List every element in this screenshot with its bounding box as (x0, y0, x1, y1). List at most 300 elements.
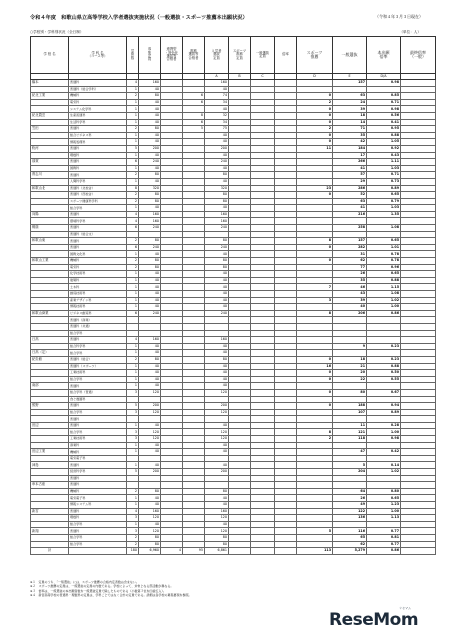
sports-applicants-cell (297, 225, 333, 232)
sports-cap-cell (229, 495, 251, 502)
general-cap-cell (205, 396, 229, 403)
applicants-cell: 116 (333, 528, 367, 535)
table-row (31, 462, 436, 469)
sports-applicants-cell (297, 455, 333, 462)
recommend-cell (183, 528, 205, 535)
sports-applicants-cell (297, 271, 333, 278)
recommend-cell (183, 185, 205, 192)
ratio-cell: 0.78 (367, 258, 401, 265)
dept-cell: 普通科 (69, 422, 127, 429)
general-cap-cell: 40 (205, 521, 229, 528)
dept-cell: 普通科 (69, 238, 127, 245)
final-cell (401, 126, 436, 133)
special-cell (161, 502, 183, 509)
sports-applicants-cell (297, 534, 333, 541)
ratio-cell: 0.98 (367, 106, 401, 113)
sports-applicants-cell (297, 337, 333, 344)
general-cell (251, 541, 275, 548)
total-blank (275, 548, 297, 555)
dept-cell: 機械科 (69, 449, 127, 456)
letter-b: B (229, 74, 251, 80)
general-cell (251, 389, 275, 396)
special-cell (161, 218, 183, 225)
sports-applicants-cell (297, 198, 333, 205)
applicants-cell: 40 (333, 304, 367, 311)
special-cell (161, 363, 183, 370)
sports-cap-cell (229, 376, 251, 383)
dept-cell: 普通科 (69, 80, 127, 87)
general-cell (251, 145, 275, 152)
capacity-cell: 40 (139, 297, 161, 304)
general-cap-cell: 40 (205, 370, 229, 377)
applicants-cell: 20 (333, 370, 367, 377)
letter-d: D (297, 74, 333, 80)
classes-cell: 1 (127, 139, 139, 146)
applicants-cell: 14 (333, 119, 367, 126)
dept-cell: 理数科 (69, 152, 127, 159)
special-cell (161, 185, 183, 192)
dept-cell: 土木科 (69, 284, 127, 291)
special-cell (161, 258, 183, 265)
classes-cell: 2 (127, 264, 139, 271)
general-cell (251, 218, 275, 225)
special-cell (161, 139, 183, 146)
recommend-cell (183, 337, 205, 344)
school-cell: 粉河 (31, 145, 69, 152)
final-cell (401, 244, 436, 251)
special-cell (161, 271, 183, 278)
general-cell (251, 396, 275, 403)
sports-cap-cell (229, 264, 251, 271)
general-cap-cell: 40 (205, 343, 229, 350)
final-cell (401, 185, 436, 192)
sports-applicants-cell (297, 469, 333, 476)
rate-cell (275, 291, 297, 298)
ratio-cell (367, 396, 401, 403)
rate-cell (275, 508, 297, 515)
general-cap-cell: 320 (205, 185, 229, 192)
classes-cell (127, 317, 139, 324)
school-cell: 田辺工業 (31, 449, 69, 456)
final-cell (401, 277, 436, 284)
school-cell: 和歌山商業 (31, 310, 69, 317)
sports-cap-cell (229, 475, 251, 482)
applicants-cell: 29 (333, 178, 367, 185)
applicants-cell: 39 (333, 297, 367, 304)
applicants-cell: 286 (333, 185, 367, 192)
final-cell (401, 304, 436, 311)
classes-cell: 1 (127, 304, 139, 311)
general-cell (251, 363, 275, 370)
capacity-cell: 80 (139, 488, 161, 495)
final-cell (401, 482, 436, 489)
final-cell (401, 192, 436, 199)
applicants-cell (333, 383, 367, 390)
school-cell: 串本古座 (31, 482, 69, 489)
header-recommend: 推薦 選抜等 合格者 (183, 37, 205, 74)
school-cell (31, 442, 69, 449)
sports-applicants-cell (297, 317, 333, 324)
dept-cell: 情報システム科 (69, 502, 127, 509)
classes-cell: 1 (127, 205, 139, 212)
general-cell (251, 271, 275, 278)
sports-applicants-cell (297, 521, 333, 528)
final-cell (401, 225, 436, 232)
final-cell (401, 436, 436, 443)
capacity-cell: 40 (139, 139, 161, 146)
capacity-cell: 40 (139, 350, 161, 357)
recommend-cell (183, 231, 205, 238)
school-cell (31, 488, 69, 495)
rate-cell (275, 112, 297, 119)
special-cell (161, 488, 183, 495)
sports-applicants-cell (297, 495, 333, 502)
special-cell (161, 211, 183, 218)
special-cell (161, 376, 183, 383)
total-classes: 180 (127, 548, 139, 555)
sports-applicants-cell (297, 80, 333, 87)
sports-cap-cell (229, 277, 251, 284)
rate-cell (275, 284, 297, 291)
table-row (31, 475, 436, 482)
sports-applicants-cell: 3 (297, 297, 333, 304)
table-row (31, 172, 436, 179)
applicants-cell (333, 337, 367, 344)
applicants-cell: 122 (333, 508, 367, 515)
general-cell (251, 521, 275, 528)
school-cell: 田辺 (31, 422, 69, 429)
recommend-cell (183, 192, 205, 199)
rate-cell (275, 297, 297, 304)
classes-cell: 4 (127, 211, 139, 218)
total-recommend: 95 (183, 548, 205, 555)
classes-cell: 1 (127, 178, 139, 185)
school-cell (31, 251, 69, 258)
dept-cell: 機械科 (69, 258, 127, 265)
sports-cap-cell (229, 337, 251, 344)
sports-applicants-cell: 0 (297, 112, 333, 119)
table-row (31, 238, 436, 245)
dept-cell: 普通科 (69, 211, 127, 218)
general-cap-cell: 40 (205, 284, 229, 291)
sports-applicants-cell (297, 422, 333, 429)
special-cell (161, 436, 183, 443)
final-cell (401, 350, 436, 357)
header-general-cap: 入学者 選抜 定員 (205, 37, 229, 74)
recommend-cell (183, 508, 205, 515)
letter-e: E (333, 74, 367, 80)
school-cell (31, 515, 69, 522)
general-cell (251, 172, 275, 179)
sports-applicants-cell (297, 541, 333, 548)
special-cell (161, 86, 183, 93)
applicants-cell: 62 (333, 541, 367, 548)
special-cell (161, 462, 183, 469)
sports-applicants-cell (297, 165, 333, 172)
ratio-cell: 0.77 (367, 528, 401, 535)
recommend-cell (183, 178, 205, 185)
dept-cell: 普通科（共通） (69, 323, 127, 330)
sports-applicants-cell (297, 291, 333, 298)
dept-cell: 総合学科 (69, 205, 127, 212)
school-cell (31, 264, 69, 271)
table-row (31, 198, 436, 205)
sports-applicants-cell (297, 449, 333, 456)
recommend-cell: 6 (183, 99, 205, 106)
sports-cap-cell (229, 515, 251, 522)
school-cell (31, 409, 69, 416)
special-cell (161, 205, 183, 212)
sports-applicants-cell (297, 442, 333, 449)
special-cell (161, 521, 183, 528)
final-cell (401, 132, 436, 139)
general-cell (251, 291, 275, 298)
classes-cell: 5 (127, 403, 139, 410)
special-cell (161, 469, 183, 476)
sports-applicants-cell (297, 409, 333, 416)
capacity-cell: 40 (139, 370, 161, 377)
ratio-cell: 0.88 (367, 132, 401, 139)
general-cap-cell: 80 (205, 541, 229, 548)
general-cell (251, 515, 275, 522)
table-row (31, 106, 436, 113)
dept-cell: 経営科学科 (69, 469, 127, 476)
ratio-cell: 0.28 (367, 422, 401, 429)
general-cap-cell: 120 (205, 409, 229, 416)
final-cell (401, 231, 436, 238)
classes-cell: 4 (127, 80, 139, 87)
table-row (31, 495, 436, 502)
school-cell (31, 178, 69, 185)
sports-applicants-cell: 0 (297, 139, 333, 146)
logo-text: ReseMom (329, 610, 419, 630)
sports-applicants-cell (297, 462, 333, 469)
sports-applicants-cell: 11 (297, 145, 333, 152)
final-cell (401, 455, 436, 462)
final-cell (401, 218, 436, 225)
rate-cell (275, 488, 297, 495)
general-cap-cell: 240 (205, 159, 229, 166)
applicants-cell (333, 218, 367, 225)
rate-cell (275, 198, 297, 205)
capacity-cell: 80 (139, 192, 161, 199)
general-cap-cell: 160 (205, 218, 229, 225)
sports-cap-cell (229, 350, 251, 357)
special-cell (161, 291, 183, 298)
sports-cap-cell (229, 469, 251, 476)
applicants-cell (333, 455, 367, 462)
table-row (31, 469, 436, 476)
final-cell (401, 86, 436, 93)
special-cell (161, 80, 183, 87)
school-cell (31, 475, 69, 482)
classes-cell: 2 (127, 126, 139, 133)
sports-cap-cell (229, 436, 251, 443)
general-cap-cell: 34 (205, 119, 229, 126)
final-cell (401, 112, 436, 119)
capacity-cell (139, 482, 161, 489)
table-row (31, 291, 436, 298)
header-classes: 学 級 数 (127, 37, 139, 74)
rate-cell (275, 462, 297, 469)
classes-cell: 6 (127, 244, 139, 251)
header-capacity: 募 集 定 員 (139, 37, 161, 74)
sports-cap-cell (229, 132, 251, 139)
capacity-cell: 80 (139, 172, 161, 179)
ratio-cell: 1.15 (367, 284, 401, 291)
sports-cap-cell (229, 297, 251, 304)
table-row (31, 251, 436, 258)
dept-cell: ビジネス創造科 (69, 310, 127, 317)
ratio-cell: 0.78 (367, 251, 401, 258)
table-caption: ○学校別・学科別状況（全日制） (30, 30, 84, 34)
applicants-cell: 24 (333, 99, 367, 106)
final-cell (401, 343, 436, 350)
general-cell (251, 126, 275, 133)
table-row (31, 508, 436, 515)
sports-cap-cell (229, 455, 251, 462)
sports-cap-cell (229, 251, 251, 258)
ratio-cell: 0.43 (367, 152, 401, 159)
ratio-cell: 0.14 (367, 462, 401, 469)
sports-cap-cell (229, 152, 251, 159)
capacity-cell: 80 (139, 534, 161, 541)
special-cell (161, 93, 183, 100)
ratio-cell: 0.23 (367, 356, 401, 363)
classes-cell: 3 (127, 429, 139, 436)
sports-cap-cell (229, 462, 251, 469)
school-cell (31, 534, 69, 541)
table-row (31, 429, 436, 436)
ratio-cell: 0.80 (367, 488, 401, 495)
classes-cell: 2 (127, 172, 139, 179)
sports-cap-cell (229, 99, 251, 106)
sports-cap-cell (229, 310, 251, 317)
capacity-cell: 80 (139, 264, 161, 271)
sports-applicants-cell (297, 475, 333, 482)
school-cell (31, 291, 69, 298)
special-cell (161, 198, 183, 205)
general-cap-cell: 240 (205, 244, 229, 251)
rate-cell (275, 310, 297, 317)
final-cell (401, 159, 436, 166)
table-row (31, 139, 436, 146)
sports-cap-cell (229, 449, 251, 456)
general-cell (251, 323, 275, 330)
table-row (31, 126, 436, 133)
sports-cap-cell (229, 205, 251, 212)
capacity-cell: 40 (139, 304, 161, 311)
recommend-cell (183, 363, 205, 370)
final-cell (401, 258, 436, 265)
classes-cell: 1 (127, 132, 139, 139)
general-cell (251, 139, 275, 146)
classes-cell: 1 (127, 495, 139, 502)
logo-subtext: リセマム (399, 606, 411, 610)
sports-cap-cell (229, 488, 251, 495)
sports-applicants-cell: 23 (297, 185, 333, 192)
dept-cell: 普通科（スポーツ） (69, 363, 127, 370)
dept-cell: 総合学科 (69, 350, 127, 357)
general-cap-cell: 40 (205, 350, 229, 357)
sports-applicants-cell (297, 205, 333, 212)
general-cap-cell: 200 (205, 403, 229, 410)
classes-cell: 1 (127, 449, 139, 456)
rate-cell (275, 416, 297, 423)
final-cell (401, 363, 436, 370)
applicants-cell: 107 (333, 409, 367, 416)
sports-cap-cell (229, 284, 251, 291)
header-special: 連携型 ・特色化 選抜等 合格者 (161, 37, 183, 74)
school-cell (31, 198, 69, 205)
general-cell (251, 442, 275, 449)
general-cell (251, 469, 275, 476)
recommend-cell (183, 304, 205, 311)
school-cell: 日高 (31, 337, 69, 344)
ratio-cell: 1.03 (367, 165, 401, 172)
applicants-cell: 65 (333, 534, 367, 541)
general-cap-cell (205, 323, 229, 330)
rate-cell (275, 515, 297, 522)
total-capacity: 6,960 (139, 548, 161, 555)
letter-da: D/A (367, 74, 401, 80)
special-cell (161, 192, 183, 199)
sports-cap-cell (229, 323, 251, 330)
general-cell (251, 152, 275, 159)
capacity-cell: 240 (139, 225, 161, 232)
ratio-cell: 0.88 (367, 363, 401, 370)
capacity-cell: 80 (139, 541, 161, 548)
applicants-cell (333, 521, 367, 528)
rate-cell (275, 436, 297, 443)
classes-cell: 2 (127, 93, 139, 100)
ratio-cell: 1.08 (367, 291, 401, 298)
final-cell (401, 271, 436, 278)
special-cell (161, 343, 183, 350)
ratio-cell: 0.95 (367, 126, 401, 133)
applicants-cell: 204 (333, 469, 367, 476)
ratio-cell: 0.65 (367, 271, 401, 278)
classes-cell: 2 (127, 541, 139, 548)
general-cap-cell: 160 (205, 508, 229, 515)
general-cell (251, 80, 275, 87)
sports-applicants-cell: 0 (297, 389, 333, 396)
applicants-cell (333, 323, 367, 330)
applicants-cell: 121 (333, 429, 367, 436)
classes-cell: 2 (127, 356, 139, 363)
rate-cell (275, 106, 297, 113)
recommend-cell (183, 152, 205, 159)
general-cap-cell: 120 (205, 515, 229, 522)
sports-applicants-cell: 0 (297, 132, 333, 139)
sports-cap-cell (229, 165, 251, 172)
capacity-cell: 40 (139, 521, 161, 528)
table-row (31, 258, 436, 265)
general-cell (251, 482, 275, 489)
header-sp-ratio: 本出願 倍率 (367, 37, 401, 74)
general-cap-cell: 80 (205, 192, 229, 199)
ratio-cell (367, 442, 401, 449)
dept-cell: 産業デザイン科 (69, 297, 127, 304)
dept-cell: 普通科 (69, 508, 127, 515)
classes-cell: 4 (127, 218, 139, 225)
final-cell (401, 502, 436, 509)
general-cell (251, 495, 275, 502)
document-date: （令和４年３月３日現在） (375, 14, 423, 19)
sports-cap-cell (229, 218, 251, 225)
general-cell (251, 317, 275, 324)
general-cell (251, 422, 275, 429)
